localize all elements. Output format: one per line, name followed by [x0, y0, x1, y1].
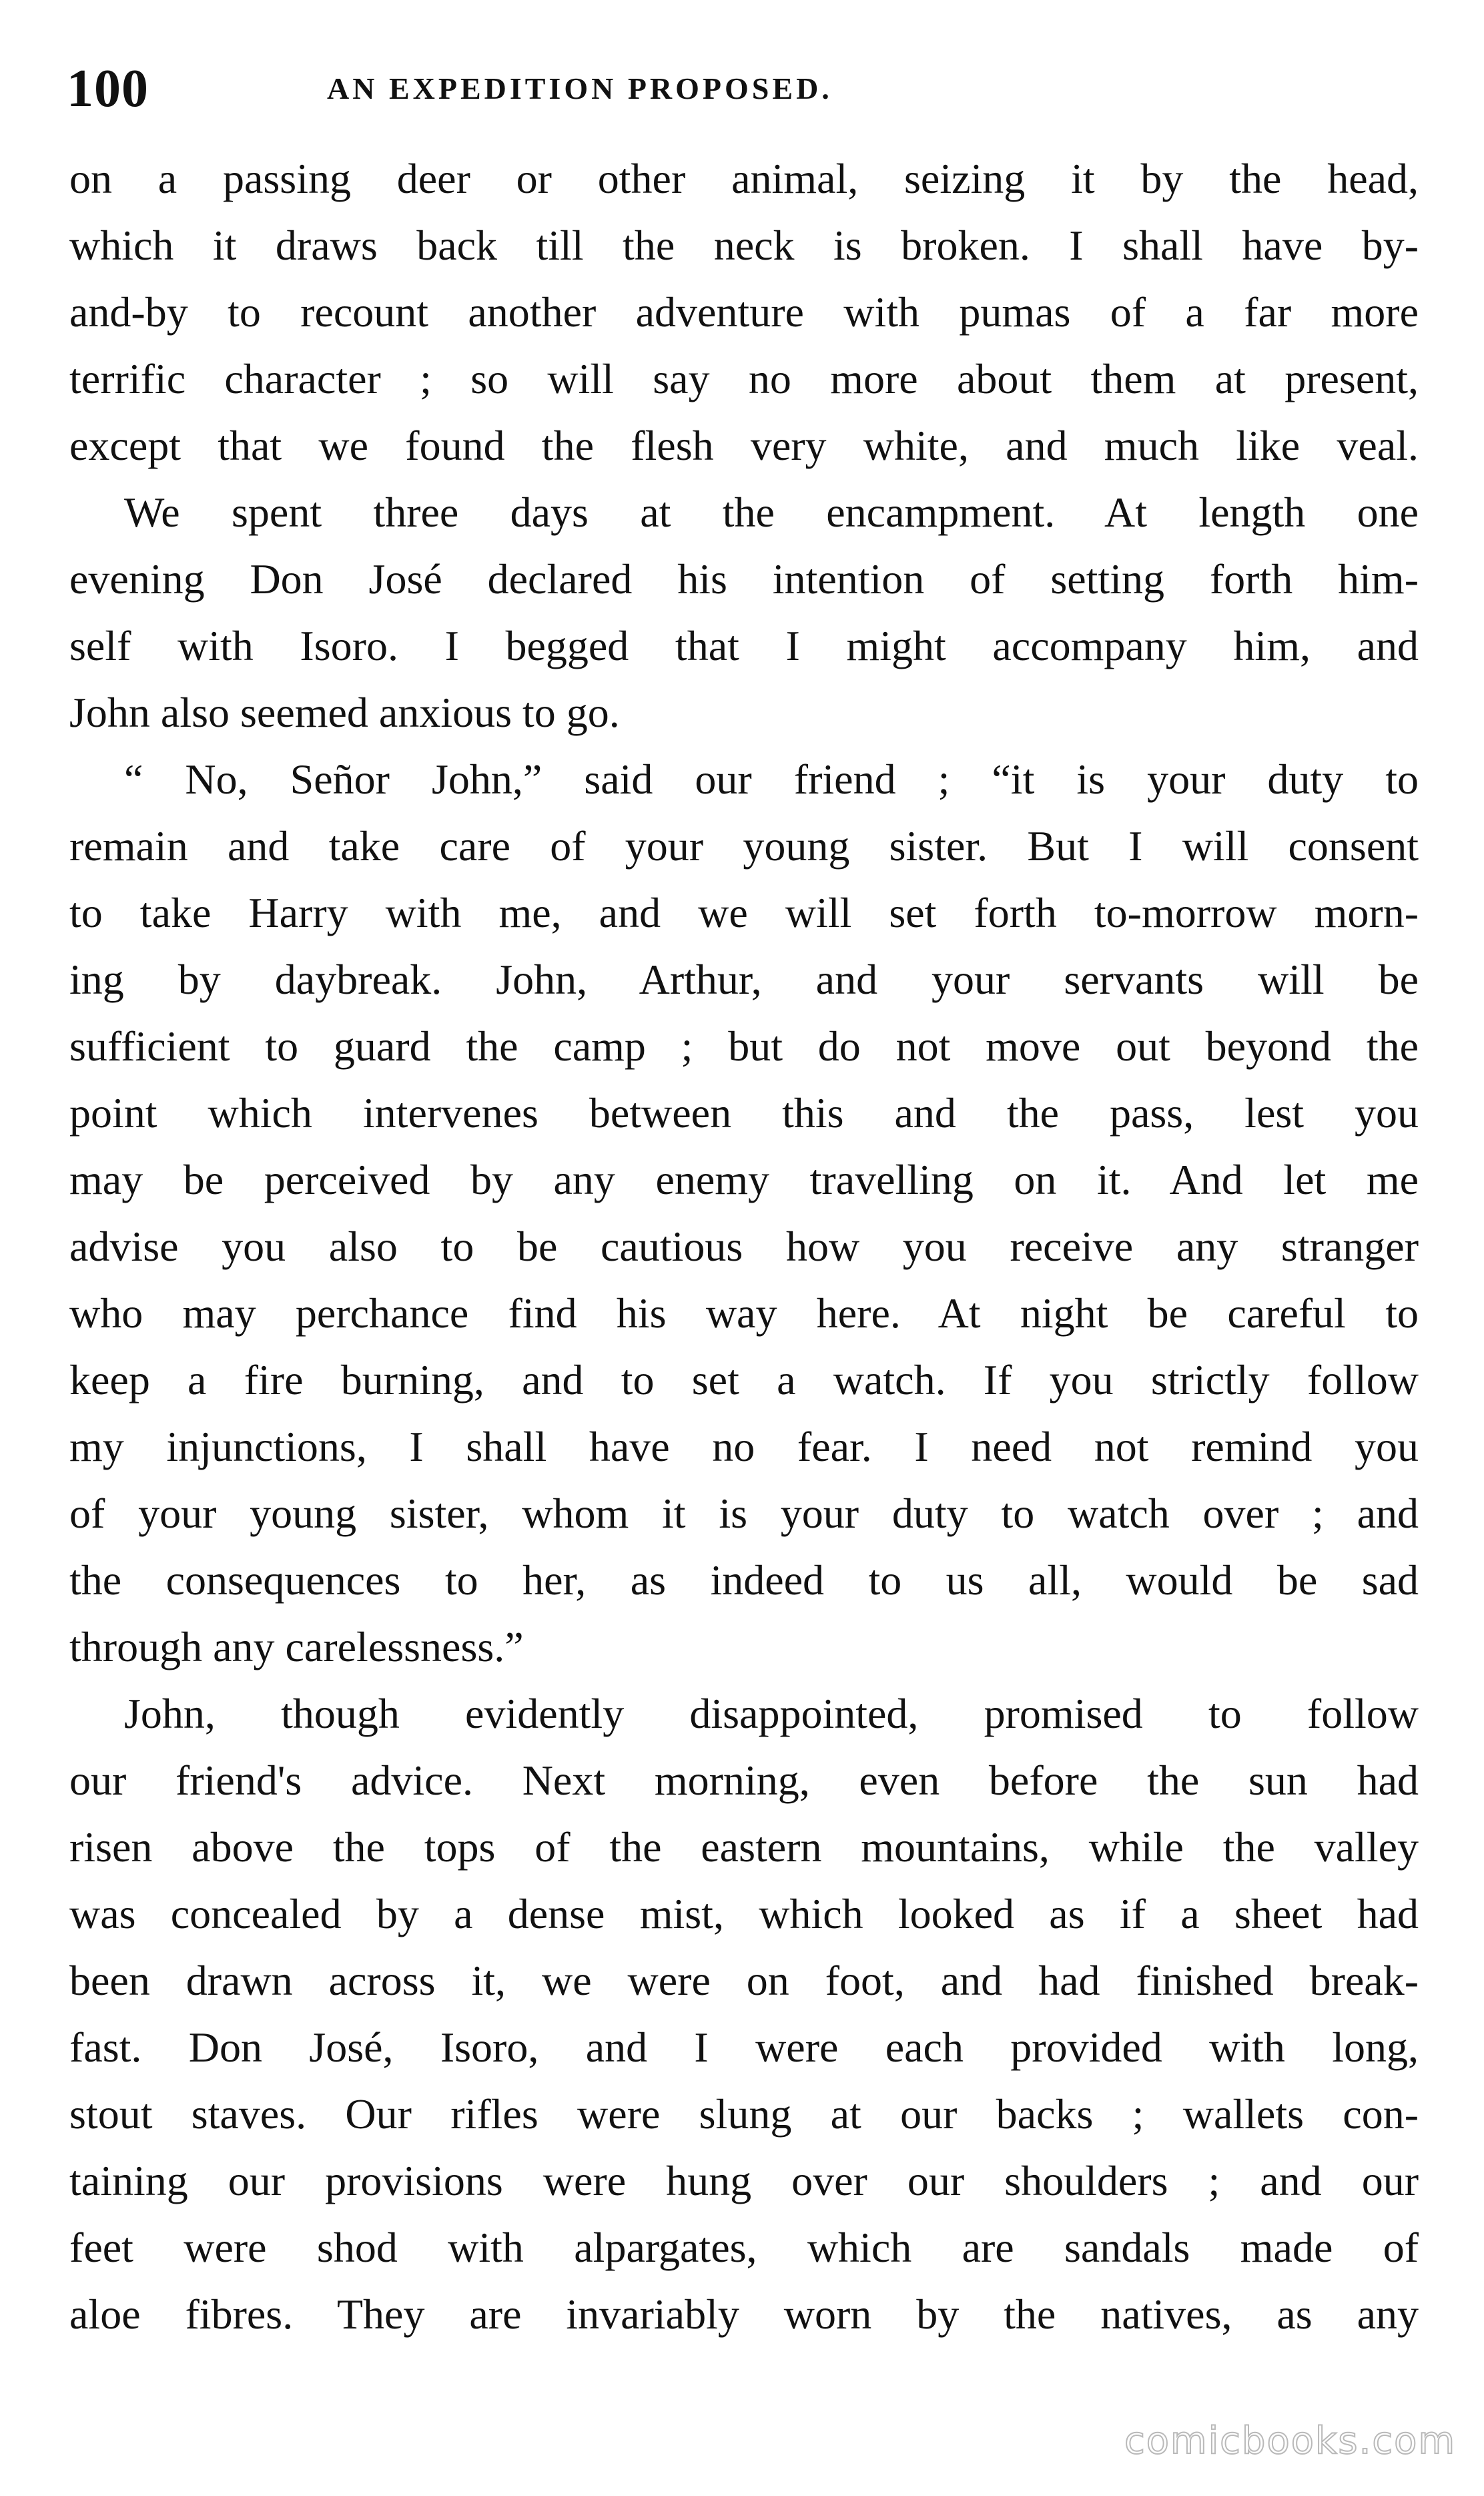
- text-line: to take Harry with me, and we will set forth to-morrow morn-: [69, 889, 1419, 936]
- page-number: 100: [67, 59, 149, 118]
- text-line: taining our provisions were hung over our shoulders ; and our: [69, 2157, 1419, 2204]
- watermark: comicbooks.com: [1124, 2419, 1456, 2463]
- text-line: of your young sister, whom it is your duty to watch over ; and: [69, 1490, 1419, 1537]
- text-line: point which intervenes between this and the pass, lest you: [69, 1089, 1419, 1137]
- text-line: stout staves. Our rifles were slung at our backs ; wallets con-: [69, 2090, 1419, 2138]
- text-line: except that we found the flesh very white, and much like veal.: [69, 422, 1419, 469]
- text-line: risen above the tops of the eastern mountains, while the valley: [69, 1823, 1419, 1871]
- text-line: remain and take care of your young sister. But I will consent: [69, 822, 1419, 870]
- text-line: the consequences to her, as indeed to us all, would be sad: [69, 1556, 1419, 1604]
- paragraph-start-line: “ No, Señor John,” said our friend ; “it is your duty to: [124, 755, 1419, 803]
- running-head: AN EXPEDITION PROPOSED.: [327, 71, 833, 105]
- text-line: terrific character ; so will say no more about them at present,: [69, 355, 1419, 402]
- page-header: [67, 52, 1421, 125]
- text-line: our friend's advice. Next morning, even before the sun had: [69, 1757, 1419, 1804]
- text-line: feet were shod with alpargates, which are sandals made of: [69, 2224, 1419, 2271]
- text-line: was concealed by a dense mist, which looked as if a sheet had: [69, 1890, 1419, 1937]
- text-line: sufficient to guard the camp ; but do not move out beyond the: [69, 1022, 1419, 1070]
- text-line: may be perceived by any enemy travelling on it. And let me: [69, 1156, 1419, 1203]
- text-line: advise you also to be cautious how you receive any stranger: [69, 1223, 1419, 1270]
- text-line: keep a fire burning, and to set a watch. If you strictly follow: [69, 1356, 1419, 1403]
- text-line: self with Isoro. I begged that I might accompany him, and: [69, 622, 1419, 669]
- text-line: fast. Don José, Isoro, and I were each provided with long,: [69, 2023, 1419, 2071]
- paragraph-start-line: We spent three days at the encampment. At length one: [124, 489, 1419, 536]
- text-line: aloe fibres. They are invariably worn by the natives, as any: [69, 2290, 1419, 2338]
- paragraph-end-line: John also seemed anxious to go.: [69, 689, 620, 736]
- text-line: been drawn across it, we were on foot, and had finished break-: [69, 1957, 1419, 2004]
- text-line: who may perchance find his way here. At night be careful to: [69, 1289, 1419, 1337]
- text-line: evening Don José declared his intention of setting forth him-: [69, 555, 1419, 603]
- text-line: which it draws back till the neck is broken. I shall have by-: [69, 222, 1419, 269]
- text-line: my injunctions, I shall have no fear. I need not remind you: [69, 1423, 1419, 1470]
- text-line: and-by to recount another adventure with pumas of a far more: [69, 288, 1419, 336]
- paragraph-start-line: John, though evidently disappointed, promised to follow: [124, 1690, 1419, 1737]
- paragraph-end-line: through any carelessness.”: [69, 1623, 524, 1670]
- body-text: [69, 145, 1419, 2348]
- text-line: ing by daybreak. John, Arthur, and your servants will be: [69, 956, 1419, 1003]
- text-line: on a passing deer or other animal, seizing it by the head,: [69, 155, 1419, 202]
